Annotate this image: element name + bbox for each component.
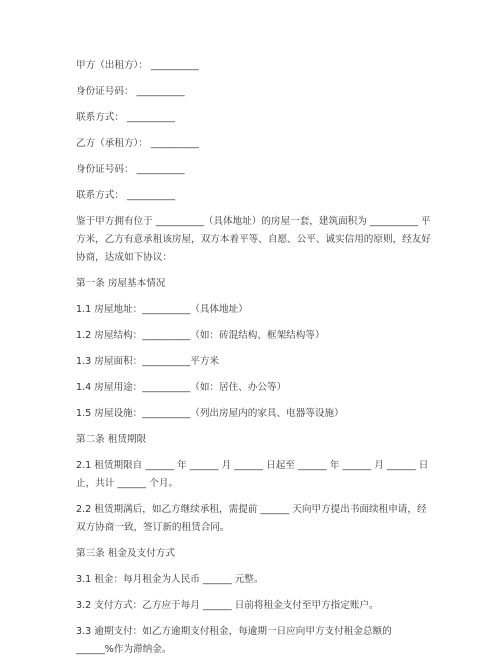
- contract-document: [76, 57, 432, 659]
- contract-line: 乙方（承租方）： __________: [76, 138, 199, 149]
- contract-line: 1.1 房屋地址：__________（具体地址）: [76, 304, 248, 315]
- contract-line: 1.4 房屋用途：__________（如：居住、办公等）: [76, 382, 287, 393]
- contract-line: 1.3 房屋面积：__________平方米: [76, 356, 220, 367]
- contract-line: 1.2 房屋结构：__________（如：砖混结构、框架结构等）: [76, 330, 325, 341]
- contract-line: 联系方式： __________: [76, 112, 175, 123]
- contract-line: 第一条 房屋基本情况: [76, 278, 166, 289]
- contract-line: 身份证号码： __________: [76, 86, 185, 97]
- contract-line: 3.3 逾期支付：如乙方逾期支付租金，每逾期一日应向甲方支付租金总额的 ______%作为滞纳金。: [76, 626, 392, 655]
- contract-line: 甲方（出租方）： __________: [76, 60, 199, 71]
- contract-line: 身份证号码： __________: [76, 164, 185, 175]
- contract-line: 3.2 支付方式：乙方应于每月 ______ 日前将租金支付至甲方指定账户。: [76, 600, 379, 611]
- contract-line: 第二条 租赁期限: [76, 434, 147, 445]
- contract-line: 3.1 租金：每月租金为人民币 ______ 元整。: [76, 574, 264, 585]
- contract-line: 2.1 租赁期限自 ______ 年 ______ 月 ______ 日起至 ______ 年 ______ 月 ______ 日止，共计 ______ 个月。: [76, 460, 429, 489]
- contract-line: 联系方式： __________: [76, 190, 175, 201]
- contract-line: 鉴于甲方拥有位于 __________（具体地址）的房屋一套，建筑面积为 __________ 平方米，乙方有意承租该房屋，双方本着平等、自愿、公平、诚实信用的原则，经友好协商，达成如下协议：: [76, 216, 431, 263]
- contract-line: 2.2 租赁期满后，如乙方继续承租，需提前 ______ 天向甲方提出书面续租申请，经双方协商一致，签订新的租赁合同。: [76, 504, 427, 533]
- contract-line: 1.5 房屋设施：__________（列出房屋内的家具、电器等设施）: [76, 408, 344, 419]
- contract-line: 第三条 租金及支付方式: [76, 548, 175, 559]
